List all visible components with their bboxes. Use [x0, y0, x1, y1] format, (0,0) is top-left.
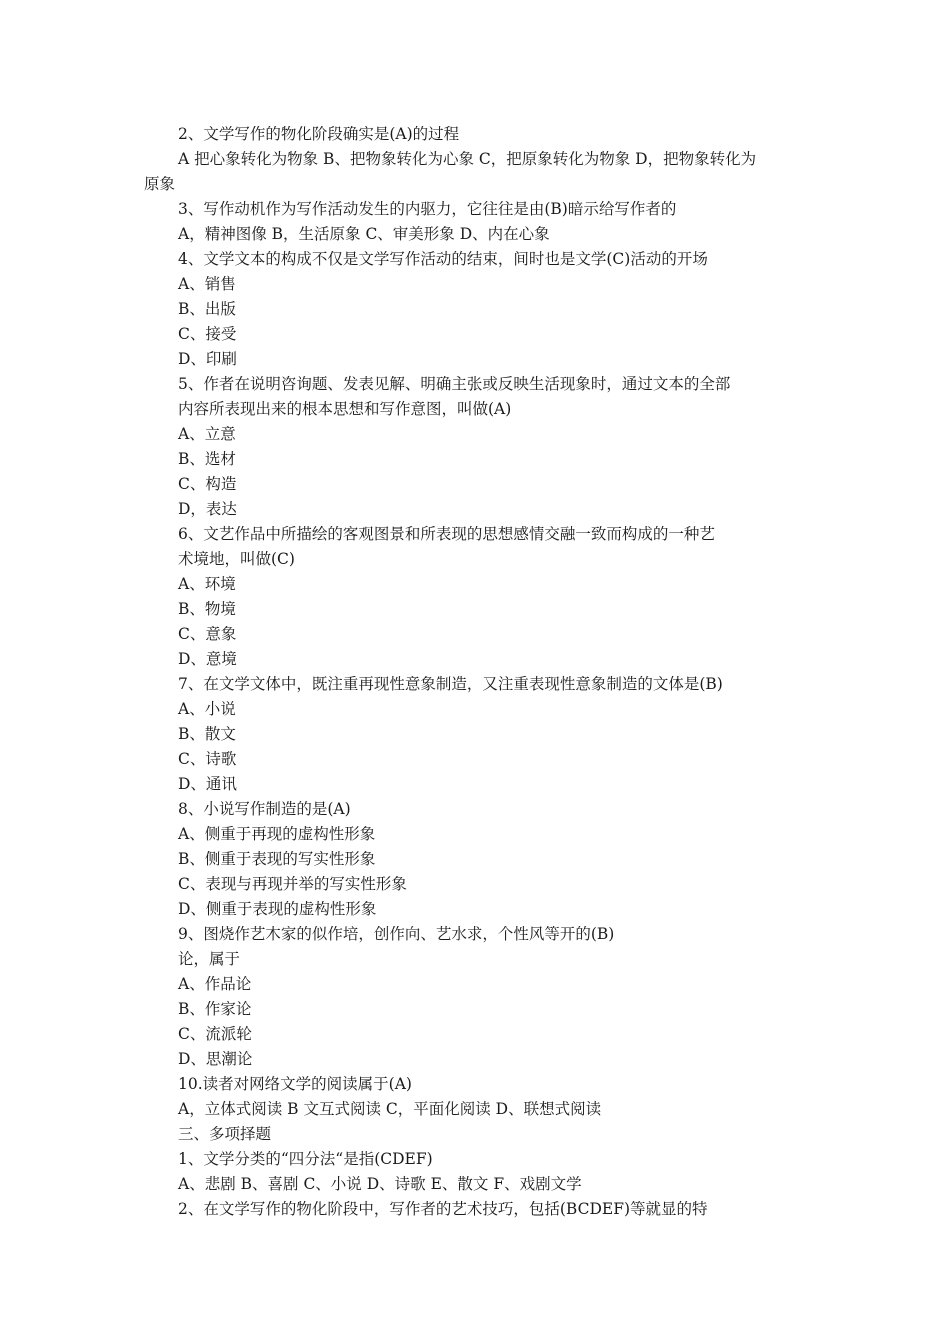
multi-question-2-stem: 2、在文学写作的物化阶段中，写作者的艺术技巧，包括(BCDEF)等就显的特 — [178, 1200, 708, 1218]
question-8-option-d: D、侧重于表现的虚构性形象 — [178, 900, 377, 918]
question-7-option-a: A、小说 — [178, 700, 236, 718]
question-8-option-a: A、侧重于再现的虚构性形象 — [178, 825, 376, 843]
question-4-option-a: A、销售 — [178, 275, 236, 293]
question-6-stem-continued: 术境地，叫做(C) — [178, 550, 295, 568]
question-3-options: A，精神图像 B，生活原象 C、审美形象 D、内在心象 — [178, 225, 550, 243]
multi-question-1-options: A、悲剧 B、喜剧 C、小说 D、诗歌 E、散文 F、戏剧文学 — [178, 1175, 582, 1193]
question-5-option-c: C、构造 — [178, 475, 237, 493]
question-6-stem: 6、文艺作品中所描绘的客观图景和所表现的思想感情交融一致而构成的一种艺 — [178, 525, 715, 543]
question-6-option-a: A、环境 — [178, 575, 236, 593]
question-4-option-b: B、出版 — [178, 300, 236, 318]
question-5-stem-continued: 内容所表现出来的根本思想和写作意图，叫做(A) — [178, 400, 512, 418]
question-6-option-d: D、意境 — [178, 650, 237, 668]
question-2-options: A 把心象转化为物象 B、把物象转化为心象 C，把原象转化为物象 D，把物象转化为 — [178, 150, 757, 168]
question-8-option-b: B、侧重于表现的写实性形象 — [178, 850, 376, 868]
question-10-options: A，立体式阅读 B 文互式阅读 C，平面化阅读 D、联想式阅读 — [178, 1100, 602, 1118]
question-9-option-b: B、作家论 — [178, 1000, 252, 1018]
question-4-option-c: C、接受 — [178, 325, 237, 343]
question-5-option-a: A、立意 — [178, 425, 236, 443]
question-8-option-c: C、表现与再现并举的写实性形象 — [178, 875, 407, 893]
question-2-options-continued: 原象 — [144, 175, 176, 193]
question-2-stem: 2、文学写作的物化阶段确实是(A)的过程 — [178, 125, 460, 143]
document-body — [0, 122, 950, 1222]
section-heading: 三、多项择题 — [178, 1125, 272, 1143]
question-9-stem: 9、图烧作艺木家的似作培，创作向、艺水求，个性风等开的(B) — [178, 925, 615, 943]
question-8-stem: 8、小说写作制造的是(A) — [178, 800, 351, 818]
question-6-option-b: B、物境 — [178, 600, 236, 618]
question-9-option-d: D、思潮论 — [178, 1050, 253, 1068]
question-5-option-d: D，表达 — [178, 500, 237, 518]
question-6-option-c: C、意象 — [178, 625, 237, 643]
question-4-option-d: D、印刷 — [178, 350, 237, 368]
question-9-option-a: A、作品论 — [178, 975, 252, 993]
question-7-stem: 7、在文学文体中，既注重再现性意象制造，又注重表现性意象制造的文体是(B) — [178, 675, 723, 693]
question-5-option-b: B、选材 — [178, 450, 236, 468]
question-5-stem: 5、作者在说明咨询题、发表见解、明确主张或反映生活现象时，通过文本的全部 — [178, 375, 731, 393]
question-3-stem: 3、写作动机作为写作活动发生的内驱力，它往往是由(B)暗示给写作者的 — [178, 200, 677, 218]
question-7-option-b: B、散文 — [178, 725, 236, 743]
question-4-stem: 4、文学文本的构成不仅是文学写作活动的结束，间时也是文学(C)活动的开场 — [178, 250, 708, 268]
question-7-option-c: C、诗歌 — [178, 750, 237, 768]
multi-question-1-stem: 1、文学分类的“四分法“是指(CDEF) — [178, 1150, 433, 1168]
question-9-stem-continued: 论，属于 — [178, 950, 241, 968]
question-10-stem: 10.读者对网络文学的阅读属于(A) — [178, 1075, 412, 1093]
question-7-option-d: D、通讯 — [178, 775, 237, 793]
question-9-option-c: C、流派轮 — [178, 1025, 252, 1043]
